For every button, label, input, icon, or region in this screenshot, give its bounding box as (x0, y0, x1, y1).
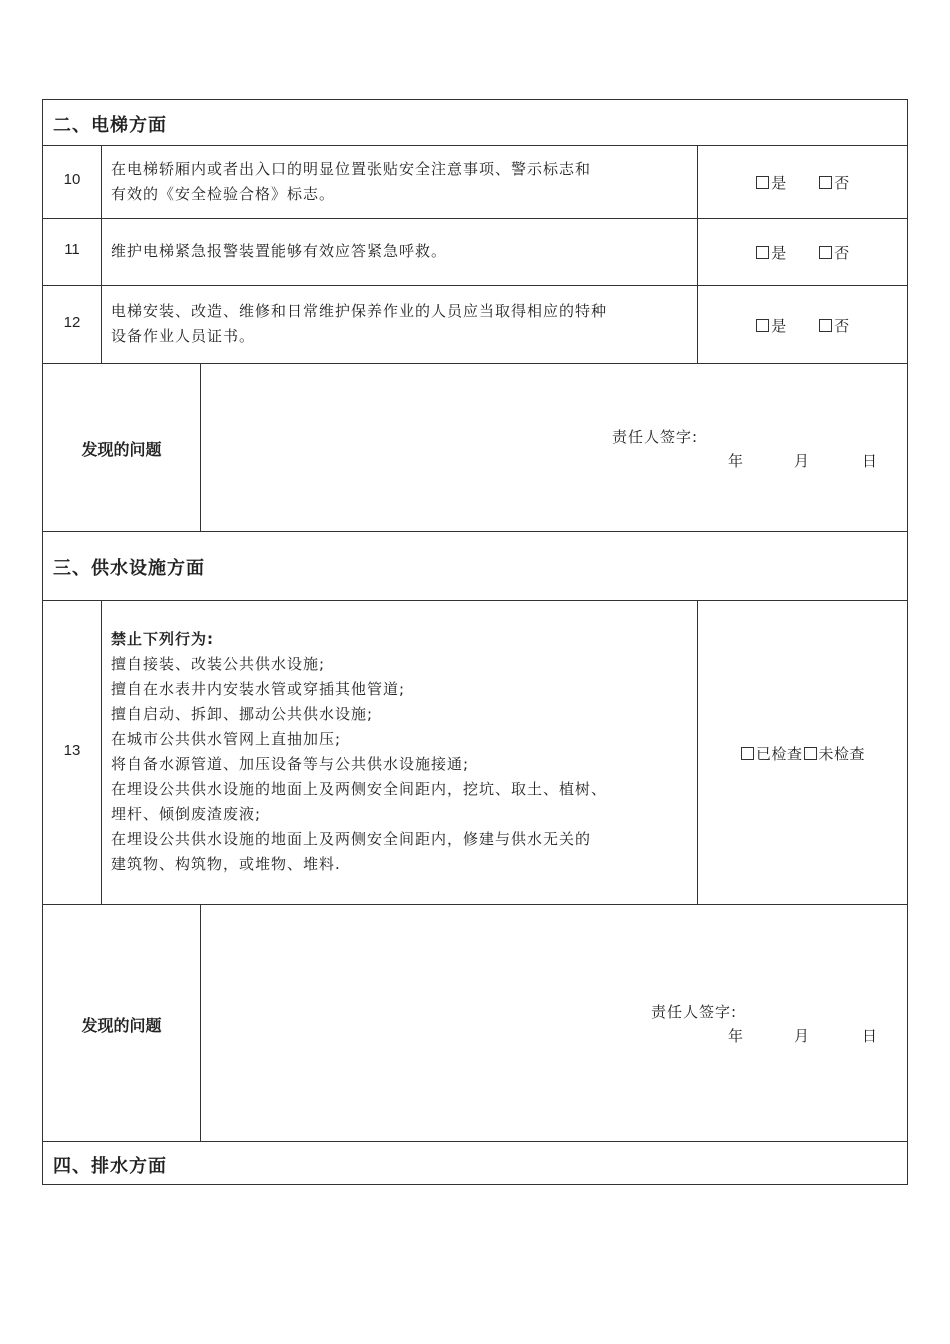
row-divider (42, 145, 908, 146)
item-text-line: 有效的《安全检验合格》标志。 (111, 185, 336, 203)
yes-no-check (698, 172, 908, 193)
item-text (111, 239, 695, 264)
checked-status (698, 743, 908, 764)
item-text-line: 设备作业人员证书。 (111, 327, 256, 345)
item-text-line: 维护电梯紧急报警装置能够有效应答紧急呼救。 (111, 242, 448, 260)
date-day: 日 (862, 1027, 878, 1045)
row-divider (42, 285, 908, 286)
item-text (111, 299, 695, 349)
row-divider (42, 904, 908, 905)
row-divider (42, 1141, 908, 1142)
yes-checkbox[interactable] (756, 176, 769, 189)
prohibited-item: 擅自启动、拆卸、挪动公共供水设施; (111, 705, 374, 723)
date-month: 月 (794, 452, 810, 470)
column-divider (200, 363, 201, 531)
yes-label: 是 (771, 174, 787, 192)
date-year: 年 (728, 1027, 744, 1045)
column-divider (200, 904, 201, 1141)
no-label: 否 (834, 244, 850, 262)
column-divider (101, 600, 102, 904)
row-divider (42, 600, 908, 601)
row-divider (42, 218, 908, 219)
section-title-elevator: 二、电梯方面 (53, 115, 167, 136)
row-divider (42, 531, 908, 532)
prohibited-item: 埋杆、倾倒废渣废液; (111, 805, 262, 823)
problems-found-label: 发现的问题 (81, 1016, 162, 1035)
yes-no-check (698, 315, 908, 336)
date-month: 月 (794, 1027, 810, 1045)
signer-label: 责任人签字: (612, 428, 699, 446)
no-checkbox[interactable] (819, 246, 832, 259)
prohibited-item: 擅自在水表井内安装水管或穿插其他管道; (111, 680, 406, 698)
problems-found-label: 发现的问题 (81, 440, 162, 459)
section-title-drainage: 四、排水方面 (53, 1156, 167, 1177)
no-checkbox[interactable] (819, 176, 832, 189)
item-text (111, 157, 695, 207)
checked-label: 已检查 (755, 745, 803, 763)
section-title-water-supply: 三、供水设施方面 (53, 558, 205, 579)
item-number: 12 (63, 314, 81, 331)
unchecked-checkbox[interactable] (804, 747, 817, 760)
yes-checkbox[interactable] (756, 246, 769, 259)
no-label: 否 (834, 174, 850, 192)
item-text-line: 在电梯轿厢内或者出入口的明显位置张贴安全注意事项、警示标志和 (111, 160, 592, 178)
prohibited-item: 在城市公共供水管网上直抽加压; (111, 730, 342, 748)
prohibited-heading: 禁止下列行为: (111, 630, 214, 648)
row-divider (42, 363, 908, 364)
item-text (111, 627, 695, 877)
yes-label: 是 (771, 317, 787, 335)
date-day: 日 (862, 452, 878, 470)
no-label: 否 (834, 317, 850, 335)
prohibited-item: 在埋设公共供水设施的地面上及两侧安全间距内，挖坑、取土、植树、 (111, 780, 608, 798)
prohibited-item: 将自备水源管道、加压设备等与公共供水设施接通; (111, 755, 470, 773)
yes-label: 是 (771, 244, 787, 262)
item-text-line: 电梯安装、改造、维修和日常维护保养作业的人员应当取得相应的特种 (111, 302, 608, 320)
item-number: 13 (63, 742, 81, 759)
yes-no-check (698, 242, 908, 263)
prohibited-item: 在埋设公共供水设施的地面上及两侧安全间距内，修建与供水无关的 (111, 830, 592, 848)
item-number: 11 (64, 241, 80, 258)
prohibited-item: 擅自接装、改装公共供水设施; (111, 655, 326, 673)
signer-label: 责任人签字: (651, 1003, 738, 1021)
checked-checkbox[interactable] (741, 747, 754, 760)
column-divider (101, 145, 102, 363)
yes-checkbox[interactable] (756, 319, 769, 332)
item-number: 10 (63, 171, 81, 188)
unchecked-label: 未检查 (818, 745, 866, 763)
date-year: 年 (728, 452, 744, 470)
prohibited-item: 建筑物、构筑物，或堆物、堆料. (111, 855, 341, 873)
no-checkbox[interactable] (819, 319, 832, 332)
